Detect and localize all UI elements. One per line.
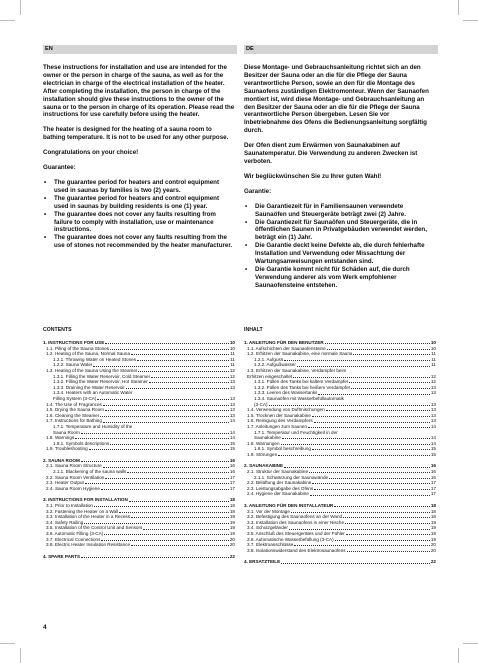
toc-entry-title: 2.1. Sauna Room Structure bbox=[46, 463, 102, 469]
toc-entry-page: 20 bbox=[430, 542, 436, 548]
toc-leader bbox=[84, 523, 229, 524]
toc-leader bbox=[81, 461, 229, 462]
toc-entry-page: 11 bbox=[431, 356, 436, 362]
toc-entry-title: 1.8.1. Symbol beschreibung bbox=[254, 446, 311, 452]
toc-entry-title: 1.3.4. Heaters with an Automatic Water bbox=[53, 390, 133, 396]
toc-entry-page: 22 bbox=[229, 553, 235, 559]
toc-entry-page: 15 bbox=[229, 446, 235, 452]
toc-leader bbox=[149, 382, 229, 383]
toc-entry-page: 17 bbox=[229, 474, 235, 480]
toc-entry-title: 3.1. Prior to Installation bbox=[46, 503, 93, 509]
toc-entry-title: 1. INSTRUCTIONS FOR USE bbox=[43, 340, 105, 345]
toc-entry-page: 17 bbox=[229, 480, 235, 486]
toc-entry-title: 2.2. Belüftung der Saunakabine bbox=[247, 480, 312, 486]
toc-entry-title: 3.8. Isolationswiderstand des Elektrosaunaofens bbox=[247, 547, 346, 553]
toc-title: CONTENTS bbox=[43, 327, 72, 333]
toc-leader bbox=[308, 427, 430, 428]
toc-entry-page: 18 bbox=[430, 503, 436, 509]
toc-leader bbox=[326, 410, 430, 411]
toc-entry-title: 2.3. Leistungsabgabe des Ofens bbox=[247, 485, 314, 491]
guarantee-item bbox=[244, 266, 436, 290]
toc-entry-title: 3. INSTRUCTIONS FOR INSTALLATION bbox=[43, 497, 128, 503]
toc-entry-page: 12 bbox=[229, 373, 235, 379]
toc-entry-title: 1.3. Heating of the Sauna Using the Steamer bbox=[46, 367, 138, 373]
toc-leader bbox=[131, 517, 229, 518]
toc-entry-page: 14 bbox=[430, 440, 436, 446]
toc-leader bbox=[345, 523, 430, 524]
toc-entry-title: 3.5. Installation of the Control Unit and Sensors bbox=[46, 525, 143, 531]
toc-leader bbox=[310, 495, 430, 496]
toc-entry-title: 1.5. Drying the Sauna Room bbox=[46, 407, 104, 413]
crop-mark bbox=[463, 643, 478, 644]
toc-entry-page: 16 bbox=[229, 463, 235, 469]
toc-entry-title: 2.3. Heater Output bbox=[46, 480, 84, 486]
toc-entry-page: 18 bbox=[430, 514, 436, 520]
toc-leader bbox=[110, 444, 229, 445]
toc-entry-title: 1.9. Troubleshooting bbox=[46, 446, 88, 452]
toc-entry-title: 1.2. Erhitzen der Saunakabine, eine normale Sauna bbox=[247, 351, 353, 357]
toc-leader bbox=[309, 472, 430, 473]
toc-entry-title: 1.3.3. Leeren des Wassertanks bbox=[254, 390, 318, 396]
toc-entry-page: 11 bbox=[431, 362, 436, 368]
toc-entry-title: 3.1. Vor der Montage bbox=[247, 508, 290, 514]
toc-entry-title: 1.3.1. Filling the Water Reservoir, Cold Steamer bbox=[53, 373, 151, 379]
toc-leader bbox=[105, 343, 229, 344]
toc-leader bbox=[103, 422, 229, 423]
toc-leader bbox=[351, 388, 430, 389]
toc-leader bbox=[314, 489, 430, 490]
toc-de bbox=[244, 327, 436, 565]
crop-mark bbox=[20, 0, 21, 15]
bullet-icon: • bbox=[44, 210, 47, 218]
toc-entry-title: 1.7. Anleitungen zum Saunen bbox=[247, 423, 308, 429]
crop-mark bbox=[0, 20, 15, 21]
toc-leader bbox=[101, 489, 229, 490]
toc-leader bbox=[110, 349, 229, 350]
toc-entry-page: 20 bbox=[229, 536, 235, 542]
toc-leader bbox=[85, 483, 229, 484]
toc-entry-page: 19 bbox=[430, 519, 436, 525]
toc-entry-page: 20 bbox=[430, 547, 436, 553]
toc-entry-title: 1.7.1. Temperature and Humidity of the bbox=[53, 423, 133, 429]
toc-leader bbox=[104, 534, 229, 535]
toc-entry-title: 1.2. Heating of the Sauna, Normal Sauna bbox=[46, 351, 131, 357]
toc-entry-page: 13 bbox=[430, 418, 436, 424]
guarantee-title: Guarantee: bbox=[43, 164, 76, 172]
toc-entry-page: 10 bbox=[229, 345, 235, 351]
bullet-icon: • bbox=[44, 178, 47, 186]
toc-entry-page: 14 bbox=[229, 429, 235, 435]
toc-entry-page: 17 bbox=[229, 485, 235, 491]
toc-entry-title: 3.7. Elektroanschlüsse bbox=[247, 542, 294, 548]
toc-entry-title: 1.2.2. Sauna Water bbox=[53, 362, 93, 368]
toc-entry-page: 16 bbox=[430, 469, 436, 475]
toc-entry-title: 3.8. Electric Heater Insulation Resistance bbox=[46, 542, 131, 548]
toc-entry-title: 1.1. Aufschichten der Saunaofensteine bbox=[247, 345, 326, 351]
toc-entry-title: 2. SAUNA ROOM bbox=[43, 457, 80, 463]
toc-entry-title: 1.1. Piling of the Sauna Stones bbox=[46, 345, 110, 351]
bullet-icon: • bbox=[44, 194, 47, 202]
toc-leader bbox=[353, 354, 430, 355]
toc-leader bbox=[318, 394, 429, 395]
toc-leader bbox=[151, 377, 229, 378]
toc-entry-page: 12 bbox=[229, 367, 235, 373]
toc-leader bbox=[325, 343, 430, 344]
toc-leader bbox=[127, 472, 229, 473]
toc-entry-title: 3.4. Schutzgeländer bbox=[247, 525, 288, 531]
toc-entry-page: 20 bbox=[229, 542, 235, 548]
toc-leader bbox=[294, 545, 430, 546]
toc-en bbox=[43, 327, 235, 559]
toc-entry-title: 3.6. Automatische Wasserbefüllung (3-CA) bbox=[247, 536, 334, 542]
toc-leader bbox=[329, 478, 430, 479]
toc-entry-title: 1.2.1. Aufguss bbox=[254, 356, 284, 362]
toc-entry-page: 15 bbox=[430, 451, 436, 457]
toc-leader bbox=[97, 399, 228, 400]
toc-entry-page: 13 bbox=[430, 390, 436, 396]
toc-entry-page: 12 bbox=[430, 373, 436, 379]
toc-entry-page: 19 bbox=[229, 514, 235, 520]
toc-entry-page: 17 bbox=[430, 485, 436, 491]
crop-mark bbox=[0, 643, 15, 644]
toc-leader bbox=[282, 438, 430, 439]
toc-entry-title: 3.2. Befestigung des Saunaofens an der Wand bbox=[247, 514, 343, 520]
toc-entry-title: 1. ANLEITUNG FÜR DEN BENUTZER bbox=[244, 340, 324, 345]
toc-leader bbox=[346, 534, 430, 535]
intro-de bbox=[244, 64, 436, 290]
toc-entry-page: 12 bbox=[430, 379, 436, 385]
guarantee-text: The guarantee period for heaters and control equipment used in saunas by families is two (2) years. bbox=[54, 178, 220, 194]
toc-leader bbox=[126, 388, 229, 389]
toc-entry-page: 15 bbox=[229, 440, 235, 446]
intro-en bbox=[43, 64, 235, 250]
toc-entry-page: 13 bbox=[229, 407, 235, 413]
toc-title: INHALT bbox=[244, 327, 263, 333]
intro-paragraph: Der Ofen dient zum Erwärmen von Saunakabinen auf Saunatemperatur. Die Verwendung zu anderen Zwecken ist verboten. bbox=[244, 142, 418, 165]
guarantee-item bbox=[244, 242, 436, 266]
toc-leader bbox=[293, 377, 430, 378]
toc-entry-title: 3.4. Safety Railing bbox=[46, 519, 84, 525]
toc-leader bbox=[347, 551, 430, 552]
toc-entry-title: 1.3.1. Füllen des Tanks bei kaltem Verdampfer bbox=[254, 379, 349, 385]
toc-entry-page: 13 bbox=[430, 384, 436, 390]
toc-entry-title: 2.1. Struktur der Saunakabine bbox=[247, 469, 309, 475]
toc-leader bbox=[103, 405, 229, 406]
page-number: 4 bbox=[43, 624, 47, 631]
toc-entry-page: 18 bbox=[229, 508, 235, 514]
toc-entry-title: 3.3. Installation of the Heater in a Recess bbox=[46, 514, 131, 520]
toc-entry-title: 1.8. Warnings bbox=[46, 435, 75, 441]
toc-entry-title: 3.2. Fastening the Heater on a Wall bbox=[46, 508, 119, 514]
toc-leader bbox=[103, 467, 229, 468]
toc-entry-title: 1.3.4. Saunaöfen mit Wasserbefüllautomatik bbox=[254, 395, 344, 401]
toc-entry-page: 13 bbox=[430, 401, 436, 407]
toc-entry-page: 22 bbox=[430, 559, 436, 565]
toc-leader bbox=[94, 506, 229, 507]
toc-leader bbox=[289, 529, 430, 530]
toc-leader bbox=[101, 540, 228, 541]
toc-entry-title: 3.3. Installation des Saunaofens in einer Nische bbox=[247, 519, 345, 525]
toc-entry-page: 13 bbox=[229, 401, 235, 407]
toc-leader bbox=[297, 366, 430, 367]
toc-entry-page: 14 bbox=[430, 423, 436, 429]
toc-entry-page: 13 bbox=[430, 407, 436, 413]
intro-paragraph: Congratulations on your choice! bbox=[43, 149, 139, 157]
bullet-icon: • bbox=[245, 218, 248, 226]
bullet-icon: • bbox=[44, 234, 47, 242]
bullet-icon: • bbox=[245, 202, 248, 210]
toc-leader bbox=[137, 360, 229, 361]
toc-entry-page: 19 bbox=[229, 519, 235, 525]
toc-entry bbox=[244, 559, 436, 565]
toc-entry-title: 1.3.2. Filling the Water Reservoir, Hot Steamer bbox=[53, 379, 148, 385]
toc-entry-title: Saunakabine bbox=[254, 435, 281, 441]
toc-leader bbox=[284, 360, 430, 361]
toc-entry-page: 18 bbox=[229, 503, 235, 509]
guarantee-item bbox=[43, 195, 235, 211]
toc-leader bbox=[281, 563, 430, 564]
toc-leader bbox=[335, 540, 430, 541]
toc-leader bbox=[334, 506, 430, 507]
toc-entry-page: 13 bbox=[430, 412, 436, 418]
toc-leader bbox=[349, 382, 429, 383]
toc-entry-page: 19 bbox=[430, 525, 436, 531]
toc-leader bbox=[281, 444, 430, 445]
toc-entry-title: 1.4. The Use of Fragrances bbox=[46, 401, 102, 407]
toc-leader bbox=[105, 478, 229, 479]
toc-leader bbox=[89, 449, 229, 450]
toc-entry-page: 14 bbox=[229, 435, 235, 441]
toc-entry bbox=[43, 554, 235, 560]
toc-leader bbox=[143, 529, 229, 530]
guarantee-title: Garantie: bbox=[244, 187, 272, 195]
toc-leader bbox=[75, 438, 229, 439]
toc-entry-title: Erhitzen eingeschaltet bbox=[247, 373, 293, 379]
toc-entry-title: 1.3. Erhitzen der Saunakabine, Verdampfer beim bbox=[247, 367, 347, 373]
toc-leader bbox=[284, 467, 430, 468]
guarantee-text: The guarantee does not cover any faults resulting from failure to comply with installation, use or maintenance instructions. bbox=[54, 210, 216, 234]
guarantee-item bbox=[43, 179, 235, 195]
toc-leader bbox=[343, 517, 430, 518]
toc-entry-title: 4. SPARE PARTS bbox=[43, 553, 81, 559]
toc-entry-title: 1.3.3. Draining the Water Reservoir bbox=[53, 384, 125, 390]
toc-leader bbox=[312, 483, 430, 484]
toc-leader bbox=[314, 422, 430, 423]
toc-leader bbox=[312, 416, 430, 417]
toc-entry-title: 2. SAUNAKABINE bbox=[244, 463, 284, 469]
toc-entry-title: 1.4. Verwendung von Duftmischungen bbox=[247, 407, 325, 413]
crop-mark bbox=[20, 648, 21, 663]
toc-entry-title: 2.1.1. Blackening of the sauna walls bbox=[53, 469, 127, 475]
toc-leader bbox=[269, 405, 430, 406]
toc-entry-title: 1.2.1. Throwing Water on Heated Stones bbox=[53, 356, 136, 362]
lang-header-en: EN bbox=[43, 45, 237, 54]
toc-entry-title: 1.8. Warnungen bbox=[247, 440, 280, 446]
toc-leader bbox=[81, 557, 229, 558]
toc-leader bbox=[81, 433, 229, 434]
toc-entry-page: 16 bbox=[229, 469, 235, 475]
toc-leader bbox=[131, 354, 229, 355]
bullet-icon: • bbox=[245, 265, 248, 273]
toc-entry-page: 11 bbox=[230, 362, 235, 368]
toc-leader bbox=[291, 512, 430, 513]
toc-entry-title: 1.8.1. Symbols descriptions bbox=[53, 440, 110, 446]
toc-entry-title: 4. ERSATZTEILE bbox=[244, 559, 281, 565]
toc-entry-page: 13 bbox=[229, 412, 235, 418]
crop-mark bbox=[463, 20, 478, 21]
toc-entry-page: 19 bbox=[229, 525, 235, 531]
lang-header-de: DE bbox=[244, 45, 438, 54]
guarantee-list bbox=[244, 203, 436, 290]
bullet-icon: • bbox=[245, 242, 248, 250]
crop-mark bbox=[458, 648, 459, 663]
toc-entry-page: 19 bbox=[430, 531, 436, 536]
intro-paragraph: Diese Montage- und Gebrauchsanleitung richtet sich an den Besitzer der Sauna oder an die für die Pflege der Sauna verantwortliche Person, sowie an den für die Montage des Saunaofens zuständigen Elektromonteur. Wenn der Saunaofen montiert ist, wird diese Montage- und Gebrauchsanleitung an den Besitzer der Sauna oder an die für die Pflege der Sauna verantwortliche Person übergeben. Lesen Sie vor Inbetriebnahme des Ofens die Bedienungsanleitung sorgfältig durch. bbox=[244, 64, 429, 135]
toc-entry-title: 1.2.2. Aufgußwasser bbox=[254, 362, 296, 368]
toc-leader bbox=[327, 349, 430, 350]
toc-entry-title: 1.7.1. Temperatur und Feuchtigkeit in der bbox=[254, 429, 338, 435]
toc-entry-page: 13 bbox=[229, 384, 235, 390]
toc-entry-page: 10 bbox=[229, 340, 235, 345]
toc-entry-title: 1.5. Trocknen der Saunakabine bbox=[247, 412, 311, 418]
toc-entry-page: 17 bbox=[430, 480, 436, 486]
toc-entry-title: 3.7. Electrical Connections bbox=[46, 536, 101, 542]
guarantee-text: Die Garantiezeit für Saunaöfen und Steuergeräte, die in öffentlichen Saunen in Privatgebäuden verwendet werden, beträgt ein (1) Jahr. bbox=[255, 218, 427, 242]
toc-entry-page: 11 bbox=[230, 356, 235, 362]
intro-paragraph: These instructions for installation and use are intended for the owner or the person in charge of the sauna, as well as for the electrician in charge of the electrical installation of the heater. After completing the installation, the person in charge of the installation should give these instructions to the owner of the sauna or to the person in charge of its operation. Please read the instructions for use carefully before using the heater. bbox=[43, 64, 235, 119]
toc-entry-title: 1.3.2. Füllen des Tanks bei heißem Verdampfer bbox=[254, 384, 351, 390]
intro-paragraph: The heater is designed for the heating of a sauna room to bathing temperature. It is not to be used for any other purpose. bbox=[43, 126, 229, 142]
guarantee-item bbox=[244, 219, 436, 243]
toc-leader bbox=[278, 455, 430, 456]
guarantee-item bbox=[244, 203, 436, 219]
toc-entry-title: 2.4. Hygiene der Saunakabine bbox=[247, 491, 309, 497]
guarantee-text: Die Garantie kommt nicht für Schäden auf, die durch Verwendung anderer als vom Werk empfohlener Saunaofensteine entstehen. bbox=[255, 265, 410, 289]
toc-leader bbox=[100, 416, 229, 417]
toc-entry-page: 14 bbox=[430, 435, 436, 441]
toc-entry-page: 11 bbox=[230, 351, 235, 357]
toc-entry-title: Filling System (3-CA) bbox=[53, 395, 97, 401]
toc-entry-page: 14 bbox=[229, 418, 235, 424]
toc-entry-page: 17 bbox=[430, 491, 436, 497]
toc-entry-page: 18 bbox=[430, 508, 436, 514]
toc-entry-page: 16 bbox=[430, 463, 436, 469]
guarantee-text: Die Garantiezeit für in Familiensaunen verwendete Saunaöfen und Steuergeräte beträgt zwei (2) Jahre. bbox=[255, 202, 406, 218]
toc-entry-page: 19 bbox=[229, 531, 235, 536]
guarantee-item bbox=[43, 234, 235, 250]
guarantee-text: The guarantee does not cover any faults resulting from the use of stones not recommended by the heater manufacturer. bbox=[54, 234, 233, 250]
toc-entry-page: 16 bbox=[229, 457, 235, 463]
toc-leader bbox=[105, 410, 229, 411]
toc-entry-title: 2.4. Sauna Room Hygiene bbox=[46, 485, 100, 491]
toc-entry-page: 19 bbox=[430, 536, 436, 542]
toc-entry-title: 1.6. Cleaning the Steamer bbox=[46, 412, 100, 418]
toc-entry-page: 18 bbox=[229, 497, 235, 503]
toc-entry-title: 2.2. Sauna Room Ventilation bbox=[46, 474, 105, 480]
toc-leader bbox=[312, 449, 430, 450]
toc-entry-page: 11 bbox=[431, 351, 436, 357]
toc-entry-page: 13 bbox=[229, 395, 235, 401]
toc-entry-title: 3.6. Automatic Filling (3-CA) bbox=[46, 531, 104, 536]
toc-entry-title: 3.5. Anschluß des Steuergerätes und der Fühler bbox=[247, 531, 345, 536]
intro-paragraph: Wir beglückwünschen Sie zu Ihrer guten Wahl! bbox=[244, 172, 382, 180]
guarantee-list bbox=[43, 179, 235, 250]
toc-entry-title: 1.6. Reinigung des Verdampfers bbox=[247, 418, 313, 424]
toc-entry-title: (3-CA) bbox=[254, 401, 268, 407]
toc-entry-title: 2.1.1. Schwärzung der Saunawände bbox=[254, 474, 329, 480]
toc-leader bbox=[119, 512, 229, 513]
toc-leader bbox=[138, 371, 228, 372]
toc-entry-page: 13 bbox=[229, 379, 235, 385]
toc-leader bbox=[131, 545, 229, 546]
toc-entry-page: 16 bbox=[430, 474, 436, 480]
toc-entry-page: 10 bbox=[430, 345, 436, 351]
toc-entry-page: 15 bbox=[430, 446, 436, 452]
toc-entry-title: Sauna Room bbox=[53, 429, 80, 435]
guarantee-text: Die Garantie deckt keine Defekte ab, die durch fehlerhafte Installation und Verwendung oder Missachtung der Wartungsanweisungen entstanden sind. bbox=[255, 242, 425, 266]
toc-entry-title: 3. ANLEITUNG FÜR DEN INSTALLATEUR bbox=[244, 503, 334, 509]
toc-entry-title: 1.7. Instructions for Bathing bbox=[46, 418, 102, 424]
toc-leader bbox=[93, 366, 229, 367]
crop-mark bbox=[458, 0, 459, 15]
toc-entry-page: 10 bbox=[430, 340, 436, 345]
guarantee-text: The guarantee period for heaters and control equipment used in saunas by building residents is one (1) year. bbox=[54, 194, 220, 210]
toc-leader bbox=[129, 501, 229, 502]
toc-entry-title: 1.9. Störungen bbox=[247, 451, 278, 457]
guarantee-item bbox=[43, 211, 235, 235]
